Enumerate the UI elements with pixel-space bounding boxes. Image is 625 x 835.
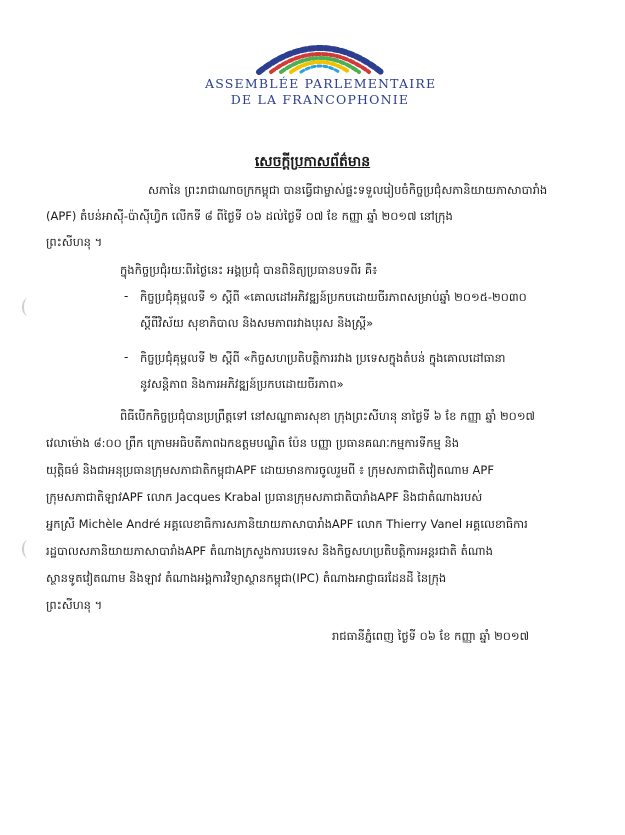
paragraph1-line3: ព្រះសីហនុ ។ xyxy=(46,235,103,249)
paragraph1-line2: (APF) តំបន់អាស៊ី-ប៉ាស៊ីហ្វិក លើកទី ៨ ពីថ្ងៃទី ០៦ ដល់ថ្ងៃទី ០៧ ខែ កញ្ញា ឆ្នាំ ២០១៧ នៅក្រុង xyxy=(46,209,453,223)
scan-punch-mark-icon xyxy=(22,298,34,316)
scan-punch-mark-icon xyxy=(22,540,34,558)
apf-logo xyxy=(205,26,435,106)
logo-text-line1: ASSEMBLÉE PARLEMENTAIRE xyxy=(205,76,437,91)
document-title: សេចក្តីប្រកាសព័ត៌មាន xyxy=(254,154,371,170)
logo-text-line2: DE LA FRANCOPHONIE xyxy=(230,92,410,107)
bullet2-line1: កិច្ចប្រជុំគុម្ពលទី ២ ស្តីពី «កិច្ចសហប្រតិបត្តិការរវាង ប្រទេសក្នុងតំបន់ ក្នុងគោលដៅធានា xyxy=(140,351,506,365)
paragraph3-line6: រដ្ឋបាលសភានិយាយភាសាបារាំងAPF តំណាងក្រសួងការបរទេស និងកិច្ចសហប្រតិបត្តិការអន្តរជាតិ តំណាង xyxy=(46,544,493,558)
paragraph1-line1: សភានៃ ព្រះរាជាណាចក្រកម្ពុជា បានធ្វើជាម្ចាស់ផ្ទះទទួលរៀបចំកិច្ចប្រជុំសភានិយាយភាសាបារាំង xyxy=(148,183,548,197)
paragraph2-intro: ក្នុងកិច្ចប្រជុំរយៈពីរថ្ងៃនេះ អង្គប្រជុំ បានពិនិត្យប្រធានបទពីរ គឺ៖ xyxy=(120,263,378,277)
paragraph3-line3: យុត្តិធម៌ និងជាអនុប្រធានក្រុមសភាជាតិកម្ពុជាAPF ដោយមានការចូលរួមពី ៖ ក្រុមសភាជាតិវៀតណាម APF xyxy=(46,463,494,477)
paragraph3-line5: អ្នកស្រី Michèle André អគ្គលេខាធិការសភានិយាយភាសាបារាំងAPF លោក Thierry Vanel អគ្គលេខាធិការ xyxy=(46,517,528,531)
bullet1-line1: កិច្ចប្រជុំគុម្ពលទី ១ ស្តីពី «គោលដៅអភិវឌ្ឍន៍ប្រកបដោយចីរភាពសម្រាប់ឆ្នាំ ២០១៥-២០៣០ xyxy=(140,290,527,304)
bullet-mark: - xyxy=(124,289,129,303)
signature-date: រាជធានីភ្នំពេញ ថ្ងៃទី ០៦ ខែ កញ្ញា ឆ្នាំ ២០១៧ xyxy=(332,629,530,643)
paragraph3-line2: វេលាម៉ោង ៨:០០ ព្រឹក ក្រោមអធិបតីភាពឯកឧត្តមបណ្ឌិត ប៉ែន បញ្ញា ប្រធានគណៈកម្មការទីកម្ម និង xyxy=(46,436,460,450)
paragraph3-line7: ស្ថានទូតវៀតណាម និងឡាវ តំណាងអង្គការវិទ្យាស្ថានកម្ពុជា(IPC) តំណាងអាជ្ញាធរដែនដី នៃក្រុង xyxy=(46,571,447,585)
bullet1-line2: ស្តីពីវិស័យ សុខាភិបាល និងសមភាពរវាងបុរស និងស្ត្រី» xyxy=(140,316,374,330)
paragraph3-line4: ក្រុមសភាជាតិឡាវAPF លោក Jacques Krabal ប្រធានក្រុមសភាជាតិបារាំងAPF និងជាតំណាងរបស់ xyxy=(46,490,483,504)
bullet2-line2: នូវសន្តិភាព និងការអភិវឌ្ឍន៍ប្រកបដោយចីរភាព» xyxy=(140,377,344,391)
bullet-mark: - xyxy=(124,350,129,364)
rainbow-logo-icon xyxy=(245,26,395,78)
paragraph3-line1: ពិធីបើកកិច្ចប្រជុំបានប្រព្រឹត្តទៅ នៅសណ្ឋាគារសុខា ក្រុងព្រះសីហនុ នាថ្ងៃទី ៦ ខែ កញ្ញា ឆ្នាំ ២០១៧ xyxy=(120,409,535,423)
paragraph3-line8: ព្រះសីហនុ ។ xyxy=(46,598,103,612)
